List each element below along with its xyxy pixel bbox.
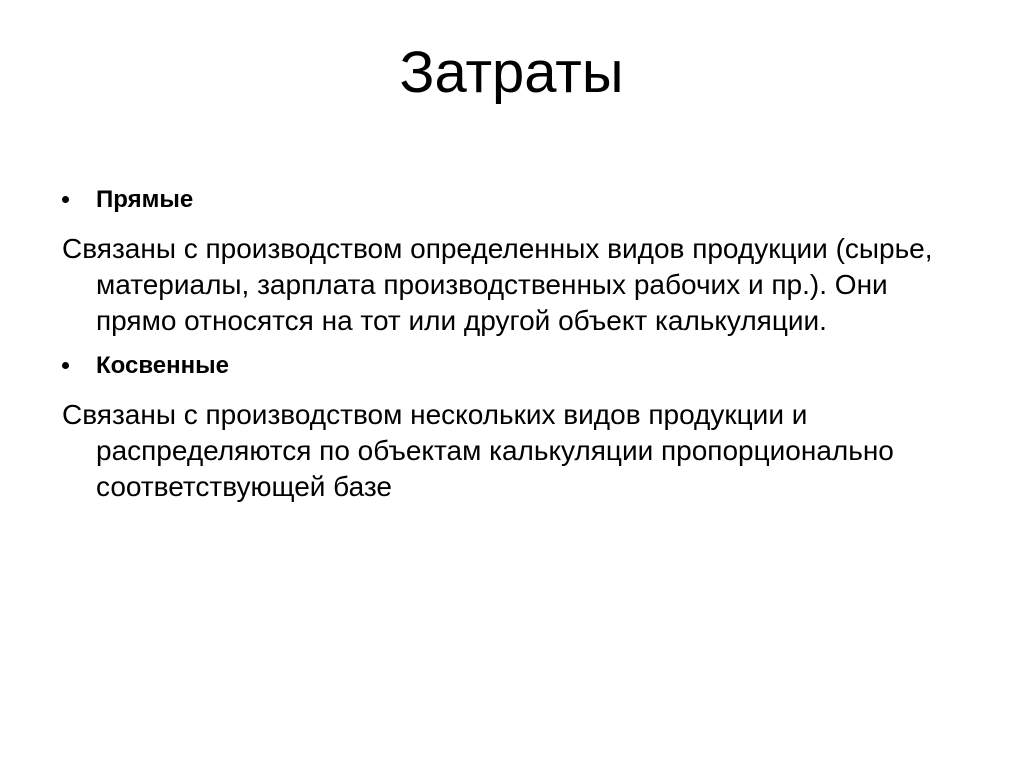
bullet-dot-icon <box>62 362 69 369</box>
slide-title: Затраты <box>399 40 624 105</box>
bullet-heading: Прямые <box>96 186 194 213</box>
paragraph-direct-costs: Связаны с производством определенных видов продукции (сырье, материалы, зарплата производственных рабочих и пр.). Они прямо относятся на тот или другой объект калькуляции. <box>62 233 933 336</box>
slide-content <box>62 183 962 505</box>
paragraph-indirect-costs: Связаны с производством нескольких видов продукции и распределяются по объектам калькуляции пропорционально соответствующей базе <box>62 399 894 502</box>
bullet-heading: Косвенные <box>96 352 229 379</box>
bullet-direct-costs <box>62 183 962 217</box>
bullet-indirect-costs <box>62 349 962 383</box>
bullet-dot-icon <box>62 196 69 203</box>
